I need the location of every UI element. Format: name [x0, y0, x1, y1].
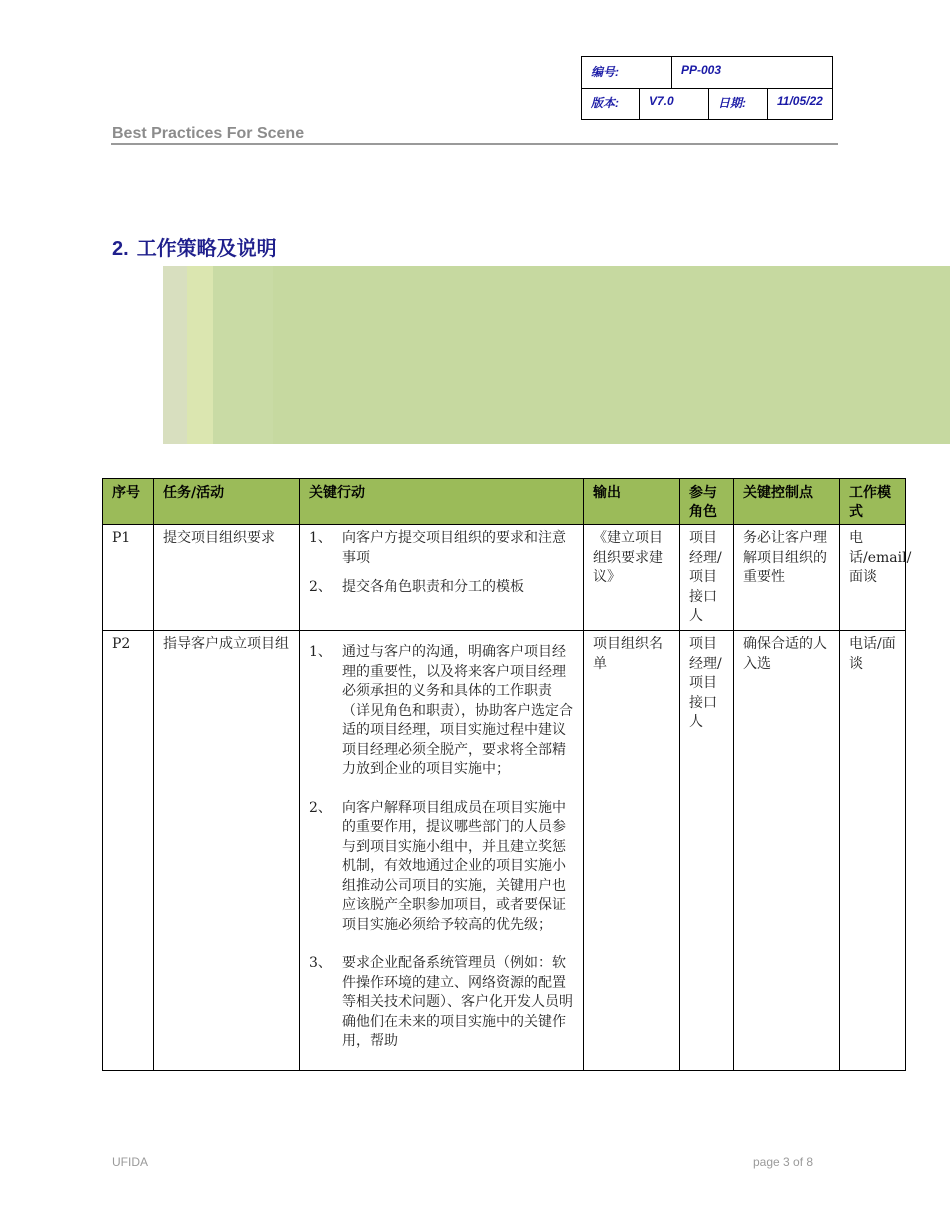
row-mode: 电话/email/面谈 [840, 525, 906, 631]
header-cell-mode: 工作模式 [840, 479, 906, 525]
action-index: 1、 [309, 530, 332, 546]
action-text: 向客户方提交项目组织的要求和注意事项 [342, 530, 566, 566]
header-cell-task: 任务/活动 [154, 479, 300, 525]
action-item [309, 578, 575, 598]
action-item [309, 643, 575, 780]
action-text: 提交各角色职责和分工的模板 [342, 579, 524, 595]
action-item [309, 954, 575, 1052]
header-cell-seq: 序号 [103, 479, 154, 525]
action-index: 3、 [309, 955, 332, 971]
row-roles: 项目经理/项目接口人 [680, 525, 734, 631]
row-actions [300, 631, 584, 1071]
action-index: 1、 [309, 644, 332, 660]
info-row-number [582, 57, 832, 89]
date-value: 11/05/22 [767, 88, 832, 119]
number-value: PP-003 [671, 57, 832, 88]
row-control: 务必让客户理解项目组织的重要性 [734, 525, 840, 631]
action-item [309, 529, 575, 568]
header-divider [111, 143, 838, 145]
footer-company: UFIDA [112, 1155, 148, 1169]
table-row [103, 525, 906, 631]
row-code: P1 [103, 525, 154, 631]
section-number: 2. [112, 238, 129, 260]
version-label: 版本: [591, 96, 619, 110]
number-label: 编号: [591, 65, 619, 79]
strategy-table [102, 478, 912, 1071]
brand-title: Best Practices For Scene [112, 125, 305, 142]
section-title-text: 工作策略及说明 [136, 236, 277, 260]
row-mode: 电话/面谈 [840, 631, 906, 1071]
decorative-banner [163, 266, 950, 444]
footer-page-number: page 3 of 8 [753, 1155, 814, 1169]
banner-stripe [213, 266, 273, 444]
row-output: 项目组织名单 [584, 631, 680, 1071]
action-index: 2、 [309, 799, 332, 816]
document-info-box [581, 56, 833, 120]
header-cell-actions: 关键行动 [300, 479, 584, 525]
row-output: 《建立项目组织要求建议》 [584, 525, 680, 631]
header-cell-control: 关键控制点 [734, 479, 840, 525]
row-code: P2 [103, 631, 154, 1071]
action-item [309, 799, 575, 936]
banner-stripe [187, 266, 213, 444]
action-text: 向客户解释项目组成员在项目实施中的重要作用，提议哪些部门的人员参与到项目实施小组中，并且建立奖惩机制，有效地通过企业的项目实施小组推动公司项目的实施，关键用户也应该脱产全职参加项目，或者要保证项目实施必须给予较高的优先级； [342, 799, 566, 933]
row-roles: 项目经理/项目接口人 [680, 631, 734, 1071]
action-index: 2、 [309, 579, 332, 595]
row-task: 指导客户成立项目组 [154, 631, 300, 1071]
version-value: V7.0 [639, 88, 708, 119]
info-row-version [582, 88, 832, 119]
table-header-row [103, 479, 906, 525]
header-cell-roles: 参与角色 [680, 479, 734, 525]
date-label: 日期: [708, 88, 767, 119]
row-control: 确保合适的人入选 [734, 631, 840, 1071]
banner-stripe [163, 266, 187, 444]
action-text: 通过与客户的沟通，明确客户项目经理的重要性，以及将来客户项目经理必须承担的义务和具体的工作职责（详见角色和职责），协助客户选定合适的项目经理，项目实施过程中建议项目经理必须全脱产，要求将全部精力放到企业的项目实施中； [342, 644, 573, 777]
header-cell-output: 输出 [584, 479, 680, 525]
table-row [103, 631, 906, 1071]
section-heading [112, 232, 277, 261]
row-actions [300, 525, 584, 631]
row-task: 提交项目组织要求 [154, 525, 300, 631]
action-text: 要求企业配备系统管理员（例如：软件操作环境的建立、网络资源的配置等相关技术问题）、客户化开发人员明确他们在未来的项目实施中的关键作用，帮助 [342, 955, 573, 1049]
